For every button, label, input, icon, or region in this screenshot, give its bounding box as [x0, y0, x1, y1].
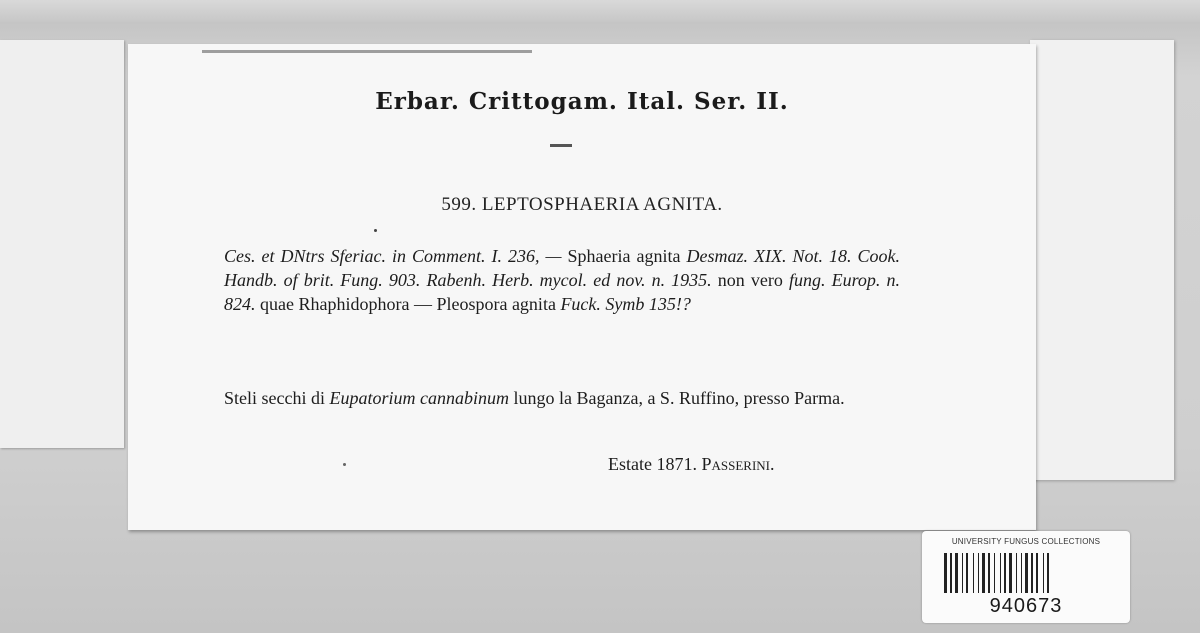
barcode-bar	[1047, 553, 1049, 593]
paragraph1-segment: Fuck. Symb 135!?	[560, 294, 691, 314]
ink-speck	[374, 229, 377, 232]
right-packet-paper	[1030, 40, 1174, 480]
label-top-rule	[202, 50, 532, 53]
paragraph1-segment: fung. Europ. n. 824.	[224, 270, 900, 314]
collector-name: Passerini.	[701, 454, 775, 474]
barcode-bar	[1043, 553, 1044, 593]
paragraph2-segment: Steli secchi di	[224, 388, 330, 408]
barcode-bar	[944, 553, 947, 593]
paragraph2-segment: Eupatorium cannabinum	[329, 388, 514, 408]
barcode-graphic	[942, 553, 1110, 593]
paragraph2-segment: lungo la Baganza, a S. Ruffino, presso Parma.	[513, 388, 845, 408]
barcode-bar	[1009, 553, 1012, 593]
collection-date: Estate 1871.	[608, 454, 702, 474]
locality-paragraph	[224, 386, 900, 410]
barcode-label	[922, 531, 1130, 623]
barcode-bar	[1025, 553, 1028, 593]
barcode-bar	[966, 553, 968, 593]
paragraph1-segment: non vero	[717, 270, 789, 290]
barcode-bar	[988, 553, 990, 593]
catalog-number: 940673	[989, 595, 1063, 617]
top-paper-strip	[0, 0, 1200, 22]
paragraph1-segment: Desmaz. XIX. Not. 18. Cook. Handb. of brit. Fung. 903. Rabenh. Herb. mycol. ed nov. n. 1935.	[224, 246, 900, 290]
barcode-bar	[978, 553, 979, 593]
label-title: Erbar. Crittogam. Ital. Ser. II.	[375, 88, 789, 115]
ink-speck	[343, 463, 346, 466]
barcode-bar	[1016, 553, 1017, 593]
paragraph1-segment: quae Rhaphidophora — Pleospora agnita	[260, 294, 561, 314]
barcode-bar	[1031, 553, 1033, 593]
species-name: 599. LEPTOSPHAERIA AGNITA.	[441, 194, 723, 215]
paragraph1-segment: Sphaeria agnita	[567, 246, 687, 266]
barcode-bar	[962, 553, 963, 593]
collection-name: UNIVERSITY FUNGUS COLLECTIONS	[951, 537, 1101, 546]
barcode-bar	[1004, 553, 1006, 593]
barcode-bar	[994, 553, 995, 593]
collector-signature	[608, 454, 775, 475]
barcode-bar	[982, 553, 985, 593]
barcode-bar	[973, 553, 974, 593]
specimen-label	[128, 44, 1036, 530]
barcode-bar	[950, 553, 952, 593]
paragraph1-segment: Ces. et DNtrs Sferiac. in Comment. I. 236, —	[224, 246, 568, 266]
barcode-bar	[955, 553, 958, 593]
barcode-bar	[1000, 553, 1001, 593]
left-packet-paper	[0, 40, 124, 448]
barcode-bar	[1021, 553, 1022, 593]
title-separator	[550, 144, 572, 147]
citation-paragraph	[224, 244, 900, 316]
barcode-bar	[1036, 553, 1038, 593]
